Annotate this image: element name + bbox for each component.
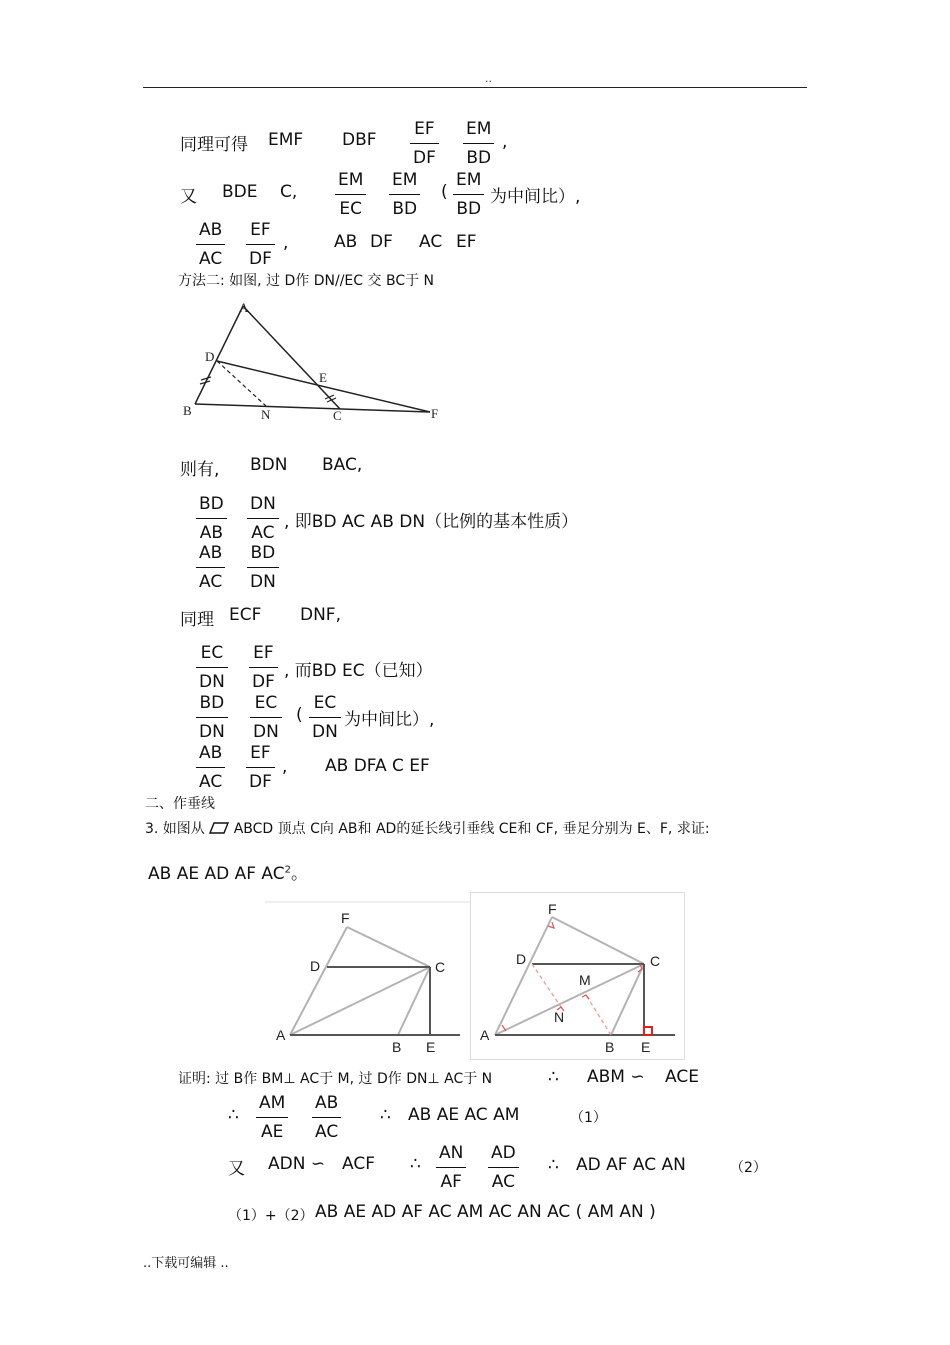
numerator: EC	[313, 693, 337, 713]
line4-lead: 则有,	[180, 460, 220, 480]
proof-lead: 证明: 过 B作 BM⊥ AC于 M, 过 D作 DN⊥ AC于 N	[178, 1071, 493, 1087]
line3-fraction1	[196, 222, 225, 268]
line3-term3: AC	[419, 232, 443, 252]
line3-term4: EF	[456, 232, 477, 252]
header-rule	[143, 87, 807, 88]
line3-comma: ,	[283, 233, 289, 253]
fig1-label-F: F	[431, 406, 439, 421]
proof-p3-fraction2	[488, 1145, 519, 1191]
line1-fraction2	[463, 121, 494, 167]
line2-paren: (	[441, 182, 448, 202]
proof-similar-1b: ACE	[665, 1067, 699, 1087]
denominator: AC	[199, 572, 223, 592]
fig3-label-N: N	[554, 1009, 565, 1025]
claim-exponent: 2	[284, 864, 291, 876]
line8-fraction2	[249, 645, 278, 691]
numerator: EF	[414, 119, 435, 139]
line2-fraction1	[335, 172, 366, 218]
numerator: AB	[199, 543, 223, 563]
numerator: EC	[254, 693, 278, 713]
denominator: DF	[252, 672, 275, 692]
numerator: BD	[250, 543, 276, 563]
line1-fraction1	[410, 121, 439, 167]
fig3-label-C: C	[650, 953, 661, 969]
line4-triangle2: BAC,	[322, 455, 363, 475]
fig2-label-B: B	[392, 1039, 402, 1055]
fig2-label-C: C	[435, 959, 446, 975]
fig1-label-B: B	[183, 403, 192, 418]
fig1-label-C: C	[333, 408, 342, 423]
line9-fraction3	[309, 695, 341, 741]
denominator: AE	[260, 1122, 284, 1142]
fig3-label-B: B	[605, 1039, 615, 1055]
fig3-label-F: F	[548, 901, 557, 917]
fig3-label-M: M	[579, 972, 591, 988]
fig2-label-A: A	[276, 1027, 286, 1043]
line2-fraction3	[453, 172, 484, 218]
proof-p2-number: （1）	[570, 1110, 607, 1126]
fig3-label-A: A	[480, 1027, 490, 1043]
denominator: DF	[249, 772, 272, 792]
line4-triangle1: BDN	[250, 455, 288, 475]
proof-p2-therefore2: ∴	[380, 1105, 391, 1125]
proof-p4-text: AB AE AD AF AC AM AC AN AC ( AM AN )	[315, 1202, 656, 1222]
denominator: EC	[339, 199, 363, 219]
proof-p2-fraction2	[312, 1095, 341, 1141]
denominator: AC	[315, 1122, 339, 1142]
line10-fraction2	[246, 745, 275, 791]
fig1-label-D: D	[205, 349, 215, 364]
denominator: DN	[312, 722, 338, 742]
line1-triangle2: DBF	[342, 130, 377, 150]
numerator: BD	[199, 693, 225, 713]
numerator: DN	[250, 494, 276, 514]
numerator: AN	[439, 1143, 464, 1163]
denominator: BD	[392, 199, 418, 219]
proof-similar-1: ABM ∽	[587, 1067, 645, 1087]
proof-p3-similar-b: ACF	[342, 1154, 375, 1174]
denominator: DN	[199, 722, 225, 742]
parallelogram-figure-left	[265, 900, 470, 1060]
line8-fraction1	[196, 645, 228, 691]
line10-text: AB DFA C EF	[325, 756, 430, 776]
proof-p3-text: AD AF AC AN	[576, 1155, 686, 1175]
denominator: AC	[199, 249, 223, 269]
denominator: AC	[199, 772, 223, 792]
numerator: EM	[392, 170, 418, 190]
parallelogram-icon	[209, 822, 229, 834]
denominator: BD	[466, 148, 492, 168]
denominator: DN	[250, 572, 276, 592]
line8-text: , 而BD EC（已知）	[284, 661, 433, 681]
numerator: AD	[491, 1143, 516, 1163]
fig3-label-D: D	[516, 951, 527, 967]
problem3-text-rest: ABCD 顶点 C向 AB和 AD的延长线引垂线 CE和 CF, 垂足分别为 E、F, 求证:	[233, 821, 710, 837]
numerator: AB	[315, 1093, 339, 1113]
proof-therefore-1: ∴	[548, 1067, 559, 1087]
numerator: AM	[259, 1093, 286, 1113]
denominator: AB	[199, 523, 224, 543]
line2-triangle: BDE	[222, 182, 258, 202]
proof-p3-lead: 又	[228, 1159, 245, 1179]
line3-fraction2	[246, 222, 275, 268]
line7-lead: 同理	[180, 610, 214, 630]
numerator: EF	[250, 743, 271, 763]
denominator: BD	[456, 199, 482, 219]
proof-p3-therefore2: ∴	[548, 1155, 559, 1175]
denominator: DN	[199, 672, 225, 692]
method2-text: 方法二: 如图, 过 D作 DN//EC 交 BC于 N	[178, 273, 435, 289]
line5-text: , 即BD AC AB DN（比例的基本性质）	[284, 512, 579, 532]
line6-fraction1	[196, 545, 225, 591]
denominator: AC	[251, 523, 275, 543]
triangle-figure-1	[180, 298, 445, 426]
line2-fraction2	[389, 172, 420, 218]
numerator: AB	[199, 743, 223, 763]
fig1-label-N: N	[261, 407, 271, 422]
line2-angle: C,	[280, 182, 298, 202]
proof-p4-lead: （1）+（2）	[228, 1208, 314, 1224]
numerator: EF	[250, 220, 271, 240]
fig2-label-D: D	[310, 958, 321, 974]
line2-note: 为中间比）,	[490, 187, 581, 207]
line9-paren: (	[296, 705, 303, 725]
proof-p3-therefore: ∴	[410, 1154, 421, 1174]
line10-fraction1	[196, 745, 225, 791]
denominator: DF	[249, 249, 272, 269]
line3-term2: DF	[370, 232, 393, 252]
line9-fraction1	[196, 695, 228, 741]
line7-triangle1: ECF	[229, 605, 262, 625]
line5-fraction1	[196, 496, 227, 542]
proof-p3-similar: ADN ∽	[268, 1154, 326, 1174]
fig3-label-E: E	[641, 1039, 651, 1055]
line1-comma: ,	[502, 132, 508, 152]
proof-p2-therefore: ∴	[228, 1105, 239, 1125]
fig2-label-F: F	[341, 910, 350, 926]
numerator: EC	[200, 643, 224, 663]
line5-fraction2	[247, 496, 279, 542]
line6-fraction2	[247, 545, 279, 591]
fig1-label-E: E	[319, 370, 327, 385]
line10-comma: ,	[282, 757, 288, 777]
denominator: AC	[491, 1172, 515, 1192]
line9-fraction2	[250, 695, 282, 741]
fig2-label-E: E	[426, 1039, 436, 1055]
numerator: EF	[253, 643, 274, 663]
denominator: AF	[440, 1172, 462, 1192]
header-dots: ..	[485, 72, 492, 85]
numerator: EM	[338, 170, 364, 190]
line1-triangle1: EMF	[268, 130, 304, 150]
claim-end: 。	[290, 864, 308, 884]
proof-p2-fraction1	[256, 1095, 288, 1141]
problem3-text-start: 3. 如图从	[145, 821, 205, 837]
numerator: EM	[456, 170, 482, 190]
footer-text: ..下载可编辑 ..	[143, 1256, 229, 1271]
section-title: 二、作垂线	[145, 796, 215, 812]
numerator: BD	[199, 494, 224, 514]
proof-p3-fraction1	[436, 1145, 466, 1191]
proof-p2-text: AB AE AC AM	[408, 1105, 520, 1125]
problem3-text	[145, 818, 710, 838]
numerator: AB	[199, 220, 223, 240]
numerator: EM	[466, 119, 492, 139]
fig1-label-A: A	[239, 300, 249, 315]
denominator: DN	[253, 722, 279, 742]
line3-term1: AB	[334, 232, 358, 252]
parallelogram-figure-right	[470, 892, 685, 1060]
problem3-claim	[148, 859, 308, 884]
claim-text: AB AE AD AF AC	[148, 864, 285, 884]
denominator: DF	[413, 148, 436, 168]
proof-p3-number: （2）	[730, 1160, 767, 1176]
line2-lead: 又	[180, 187, 197, 207]
line1-lead: 同理可得	[180, 135, 248, 155]
line9-note: 为中间比）,	[344, 710, 435, 730]
line7-triangle2: DNF,	[300, 605, 341, 625]
